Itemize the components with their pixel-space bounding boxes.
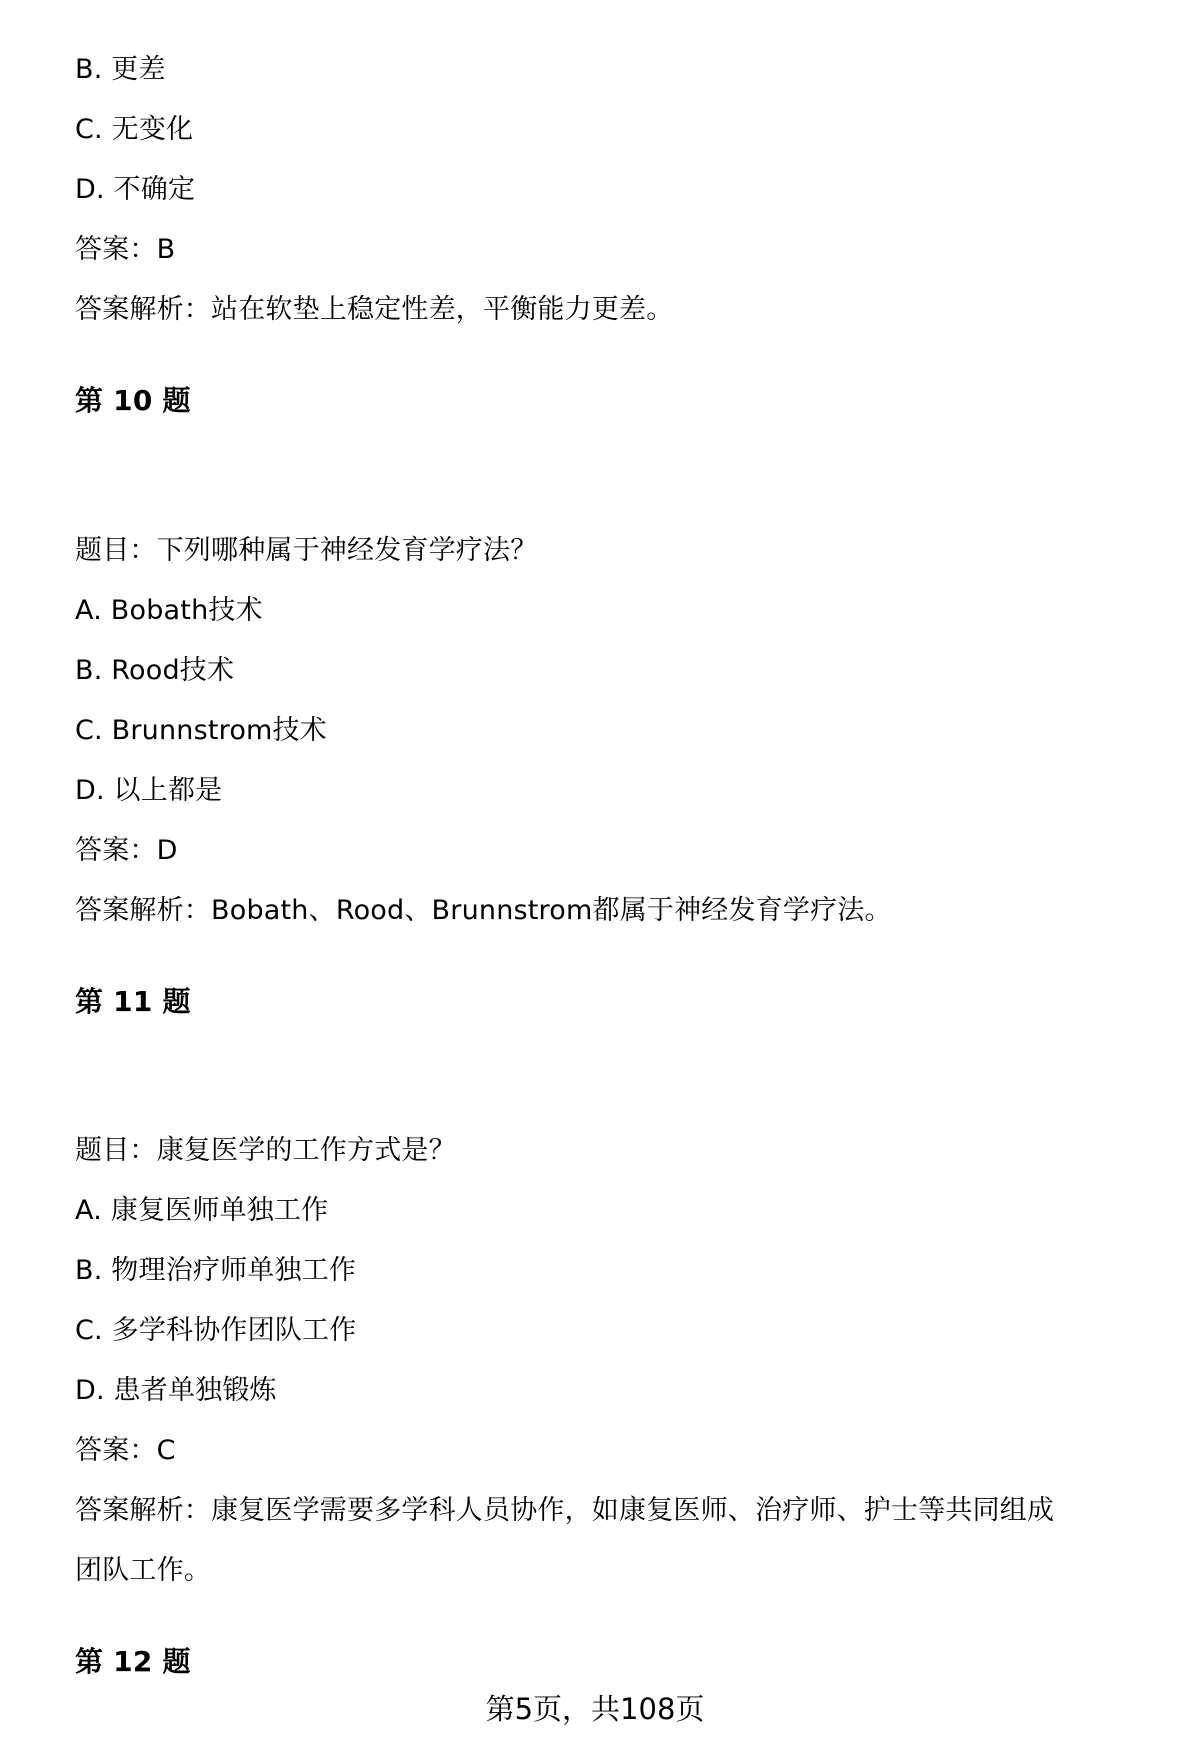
q10-question: 题目：下列哪种属于神经发育学疗法？: [75, 535, 538, 566]
q9-option-c: C. 无变化: [75, 114, 194, 145]
q11-option-a: A. 康复医师单独工作: [75, 1195, 329, 1226]
q12-heading: 第 12 题: [75, 1645, 191, 1678]
q9-option-d: D. 不确定: [75, 174, 196, 205]
q9-answer: 答案：B: [75, 234, 176, 265]
q10-explanation: 答案解析：Bobath、Rood、Brunnstrom都属于神经发育学疗法。: [75, 895, 892, 926]
q10-option-a: A. Bobath技术: [75, 595, 263, 626]
q11-heading: 第 11 题: [75, 985, 191, 1018]
page-number-footer: 第5页，共108页: [485, 1692, 705, 1726]
q10-heading: 第 10 题: [75, 384, 191, 417]
q9-option-b: B. 更差: [75, 54, 166, 85]
q10-option-c: C. Brunnstrom技术: [75, 715, 327, 746]
q11-question: 题目：康复医学的工作方式是？: [75, 1135, 456, 1166]
q11-explanation-continued: 团队工作。: [75, 1555, 211, 1586]
q11-option-b: B. 物理治疗师单独工作: [75, 1255, 357, 1286]
q9-explanation: 答案解析：站在软垫上稳定性差，平衡能力更差。: [75, 294, 674, 325]
q10-option-d: D. 以上都是: [75, 775, 223, 806]
q11-answer: 答案：C: [75, 1435, 176, 1466]
q10-option-b: B. Rood技术: [75, 655, 235, 686]
q11-option-d: D. 患者单独锻炼: [75, 1375, 277, 1406]
q10-answer: 答案：D: [75, 835, 178, 866]
q11-option-c: C. 多学科协作团队工作: [75, 1315, 357, 1346]
q11-explanation: 答案解析：康复医学需要多学科人员协作，如康复医师、治疗师、护士等共同组成: [75, 1495, 1055, 1526]
